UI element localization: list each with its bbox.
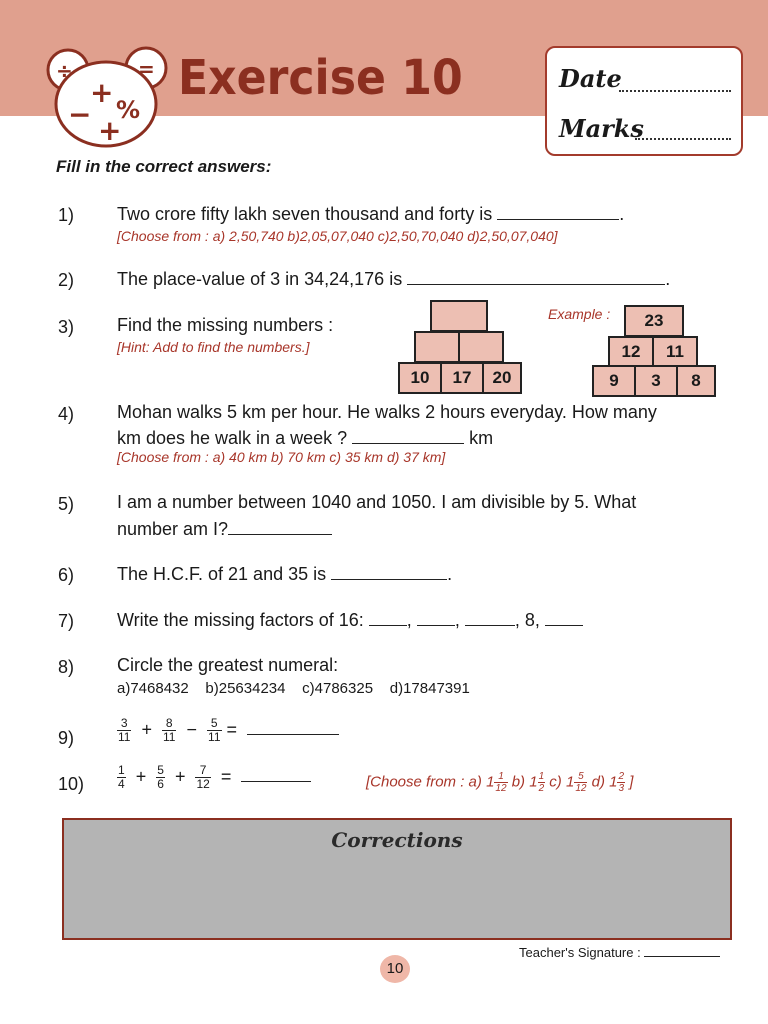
question-text: The H.C.F. of 21 and 35 is bbox=[117, 564, 327, 584]
example-bottom-cell: 9 bbox=[592, 365, 636, 397]
answer-blank[interactable] bbox=[465, 609, 515, 626]
answer-blank[interactable] bbox=[331, 563, 447, 580]
example-mid-cell: 11 bbox=[652, 336, 698, 368]
fraction: $\frac{3}{11}$ bbox=[118, 716, 131, 744]
option[interactable]: a)7468432 bbox=[117, 680, 189, 697]
fraction: $\frac{5}{6}$ bbox=[157, 763, 164, 791]
question-number: 6) bbox=[58, 565, 75, 585]
instruction: Fill in the correct answers: bbox=[56, 157, 272, 176]
unit: km bbox=[469, 428, 494, 448]
question-number: 9) bbox=[58, 728, 75, 748]
question-number: 7) bbox=[58, 611, 75, 631]
answer-blank[interactable] bbox=[241, 765, 311, 782]
answer-blank[interactable] bbox=[352, 427, 464, 444]
logo-symbol: − bbox=[68, 98, 92, 131]
corrections-title: Corrections bbox=[331, 828, 463, 852]
answer-blank[interactable] bbox=[228, 518, 332, 535]
choices: [Choose from : a) 1 $\frac{1}{12}$ b) 1 $\frac{1}{2}$ c) 1 $\frac{5}{12}$ d) 1 $\frac{2}{3}$ ] bbox=[366, 771, 634, 794]
date-marks-box bbox=[545, 46, 743, 156]
pyramid-bottom-cell: 20 bbox=[482, 362, 522, 394]
question-text: Circle the greatest numeral: bbox=[117, 655, 339, 675]
teacher-signature bbox=[519, 944, 720, 960]
date-label: Date bbox=[559, 64, 622, 93]
pyramid-mid-cell[interactable] bbox=[458, 331, 504, 363]
logo-symbol: ÷ bbox=[56, 59, 73, 83]
question-text: Find the missing numbers : bbox=[117, 315, 334, 335]
answer-blank[interactable] bbox=[247, 718, 339, 735]
marks-label: Marks bbox=[559, 114, 644, 143]
signature-field[interactable] bbox=[644, 944, 720, 957]
question-number: 2) bbox=[58, 270, 75, 290]
question-text: number am I? bbox=[117, 519, 229, 539]
pyramid-top-cell[interactable] bbox=[430, 300, 488, 332]
question-6: The H.C.F. of 21 and 35 is . bbox=[117, 564, 453, 584]
pyramid-bottom-cell: 17 bbox=[440, 362, 484, 394]
pyramid-bottom-cell: 10 bbox=[398, 362, 442, 394]
answer-blank[interactable] bbox=[417, 609, 455, 626]
question-7: Write the missing factors of 16: , , , 8, bbox=[117, 609, 583, 631]
answer-blank[interactable] bbox=[407, 268, 665, 285]
signature-label: Teacher's Signature : bbox=[519, 945, 641, 960]
question-text: Mohan walks 5 km per hour. He walks 2 hours everyday. How many bbox=[117, 402, 657, 422]
example-label: Example : bbox=[548, 306, 611, 322]
question-text: I am a number between 1040 and 1050. I am divisible by 5. What bbox=[117, 492, 637, 512]
question-text: km does he walk in a week ? bbox=[117, 428, 348, 448]
date-field[interactable] bbox=[619, 90, 731, 92]
hint: [Hint: Add to find the numbers.] bbox=[117, 339, 310, 355]
pyramid-mid-cell[interactable] bbox=[414, 331, 460, 363]
answer-blank[interactable] bbox=[369, 609, 407, 626]
choices: [Choose from : a) 40 km b) 70 km c) 35 km d) 37 km] bbox=[117, 449, 446, 465]
page-number: 10 bbox=[380, 955, 410, 983]
math-symbols-logo-icon bbox=[42, 44, 172, 150]
logo-symbol: + bbox=[98, 114, 122, 147]
question-number: 3) bbox=[58, 317, 75, 337]
answer-blank[interactable] bbox=[545, 609, 583, 626]
question-text: Two crore fifty lakh seven thousand and forty is bbox=[117, 204, 493, 224]
question-2: The place-value of 3 in 34,24,176 is . bbox=[117, 269, 671, 289]
option[interactable]: c)4786325 bbox=[302, 680, 374, 697]
fraction: $\frac{7}{12}$ bbox=[196, 763, 210, 791]
answer-blank[interactable] bbox=[497, 203, 619, 220]
question-number: 4) bbox=[58, 404, 75, 424]
example-bottom-cell: 3 bbox=[634, 365, 678, 397]
choices: [Choose from : a) 2,50,740 b)2,05,07,040 c)2,50,70,040 d)2,50,07,040] bbox=[117, 228, 558, 244]
example-mid-cell: 12 bbox=[608, 336, 654, 368]
logo-symbol: % bbox=[116, 96, 141, 124]
option[interactable]: b)25634234 bbox=[205, 680, 286, 697]
question-number: 8) bbox=[58, 657, 75, 677]
question-number: 10) bbox=[58, 774, 85, 794]
example-bottom-cell: 8 bbox=[676, 365, 716, 397]
example-top-cell: 23 bbox=[624, 305, 684, 337]
numeral-options bbox=[117, 680, 470, 697]
known-factor: 8, bbox=[524, 610, 540, 630]
question-number: 1) bbox=[58, 205, 75, 225]
question-5-line-2 bbox=[117, 518, 332, 540]
fraction: $\frac{1}{4}$ bbox=[118, 763, 125, 791]
logo-symbol: + bbox=[90, 76, 114, 109]
svg-text:=: = bbox=[138, 57, 155, 81]
question-number: 5) bbox=[58, 494, 75, 514]
question-text: Write the missing factors of 16: bbox=[117, 610, 364, 630]
fraction: $\frac{8}{11}$ bbox=[163, 716, 176, 744]
question-4-line-2 bbox=[117, 427, 493, 449]
question-10: $\frac{1}{4}$ + $\frac{5}{6}$ + $\frac{7}{12}$ = bbox=[117, 764, 311, 791]
option[interactable]: d)17847391 bbox=[389, 680, 470, 697]
corrections-box[interactable] bbox=[62, 818, 732, 940]
fraction: $\frac{5}{11}$ bbox=[208, 716, 221, 744]
marks-field[interactable] bbox=[635, 138, 731, 140]
page-title: Exercise 10 bbox=[178, 50, 463, 106]
question-1: Two crore fifty lakh seven thousand and forty is . bbox=[117, 204, 625, 224]
question-text: The place-value of 3 in 34,24,176 is bbox=[117, 269, 403, 289]
question-9: $\frac{3}{11}$ + $\frac{8}{11}$ − $\frac{5}{11}$ = bbox=[117, 717, 339, 744]
